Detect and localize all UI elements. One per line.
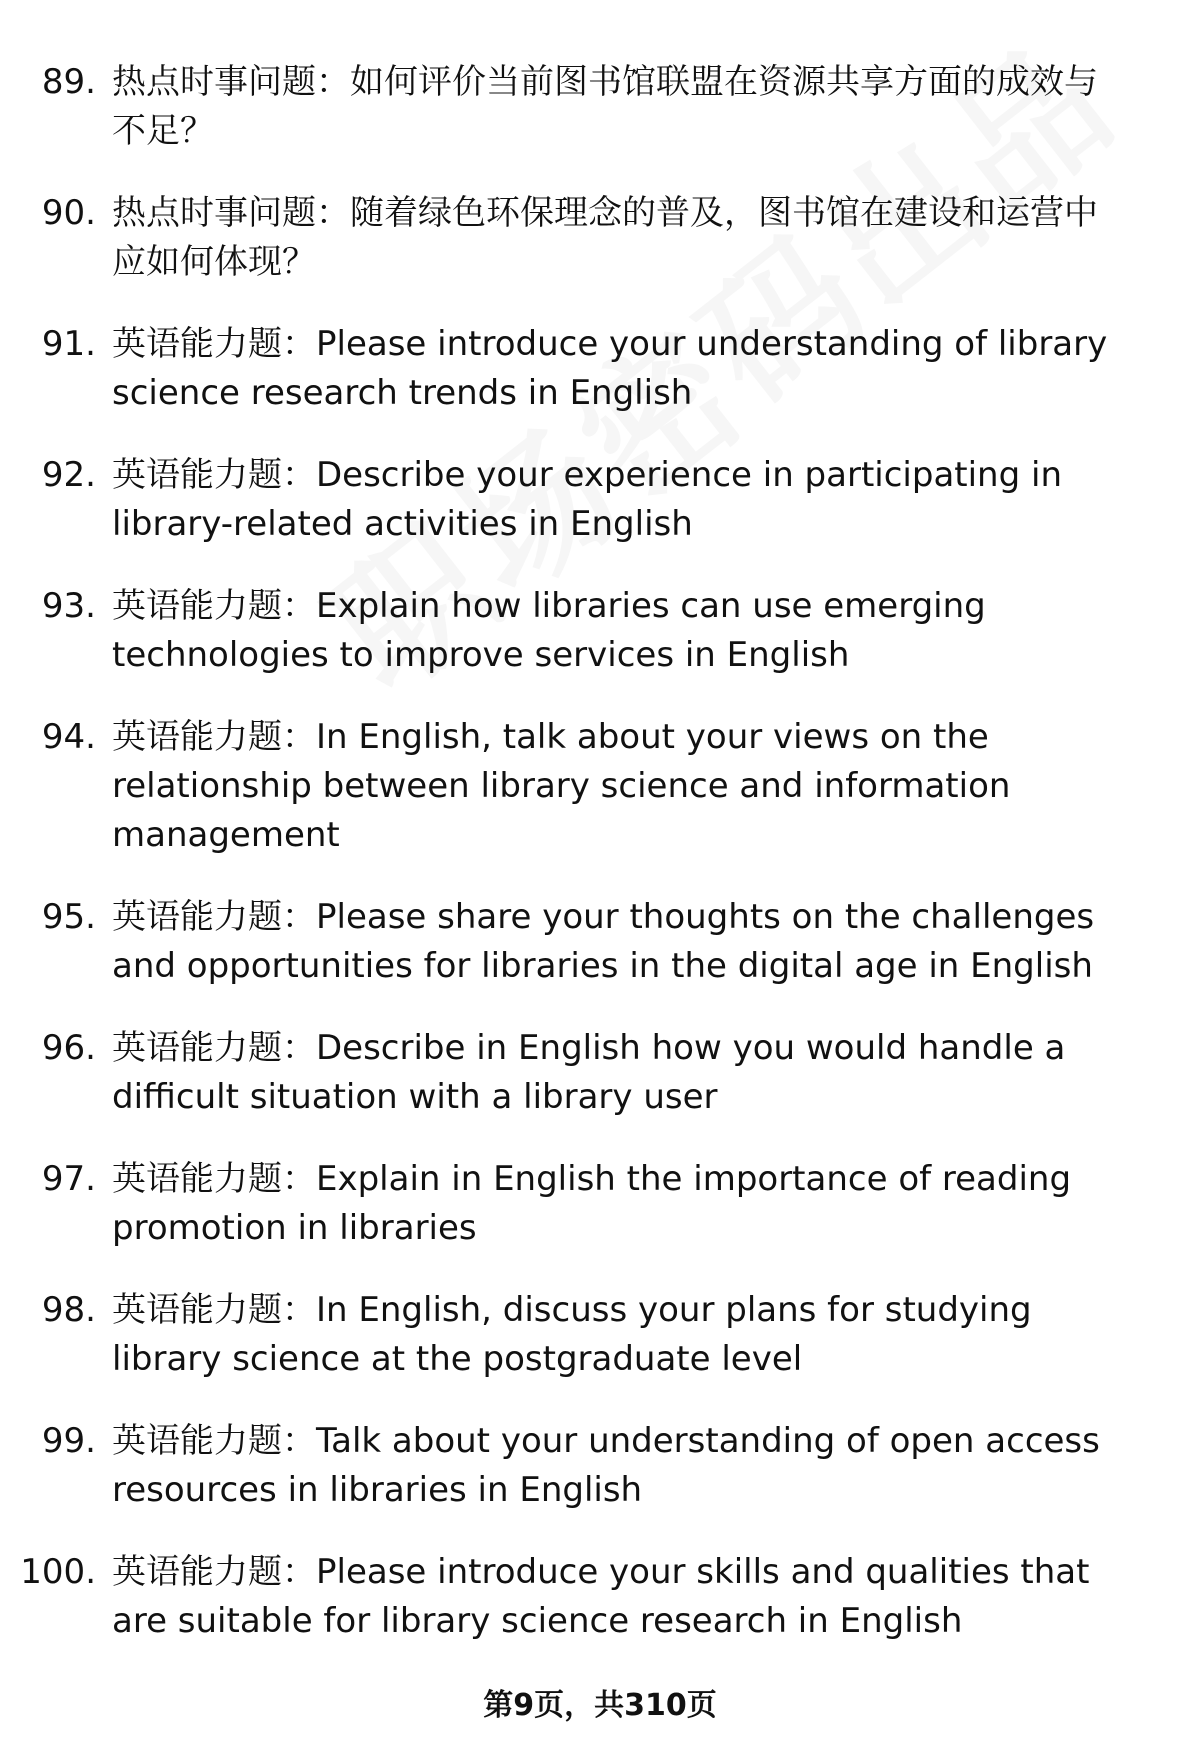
question-number: 95. bbox=[41, 897, 96, 937]
question-text: 英语能力题：Describe in English how you would handle a difficult situation with a library user bbox=[112, 1028, 1066, 1117]
question-text: 英语能力题：Talk about your understanding of open access resources in libraries in English bbox=[112, 1421, 1100, 1510]
question-item bbox=[0, 1024, 1200, 1122]
question-text: 英语能力题：Explain how libraries can use emerging technologies to improve services in English bbox=[112, 586, 986, 675]
question-item bbox=[0, 320, 1200, 418]
page-footer: 第9页，共310页 bbox=[483, 1688, 717, 1723]
question-item bbox=[0, 451, 1200, 549]
question-number: 99. bbox=[41, 1421, 96, 1461]
question-text: 英语能力题：Explain in English the importance of reading promotion in libraries bbox=[112, 1159, 1072, 1248]
question-item bbox=[0, 58, 1200, 156]
question-item bbox=[0, 1548, 1200, 1646]
question-number: 92. bbox=[41, 455, 96, 495]
question-number: 98. bbox=[41, 1290, 96, 1330]
question-text: 英语能力题：In English, discuss your plans for studying library science at the postgraduate level bbox=[112, 1290, 1032, 1379]
question-number: 100. bbox=[20, 1552, 96, 1592]
question-number: 96. bbox=[41, 1028, 96, 1068]
question-text: 热点时事问题：随着绿色环保理念的普及，图书馆在建设和运营中应如何体现？ bbox=[112, 193, 1098, 282]
question-item bbox=[0, 893, 1200, 991]
question-number: 94. bbox=[41, 717, 96, 757]
question-item bbox=[0, 189, 1200, 287]
question-text: 英语能力题：Please share your thoughts on the challenges and opportunities for libraries in the digital age in English bbox=[112, 897, 1095, 986]
question-text: 英语能力题：In English, talk about your views on the relationship between library science and information management bbox=[112, 717, 1011, 855]
question-number: 90. bbox=[41, 193, 96, 233]
question-item bbox=[0, 1286, 1200, 1384]
question-number: 91. bbox=[41, 324, 96, 364]
question-text: 英语能力题：Describe your experience in participating in library-related activities in English bbox=[112, 455, 1062, 544]
question-item bbox=[0, 1155, 1200, 1253]
question-text: 热点时事问题：如何评价当前图书馆联盟在资源共享方面的成效与不足？ bbox=[112, 62, 1098, 151]
question-item bbox=[0, 1417, 1200, 1515]
question-item bbox=[0, 582, 1200, 680]
question-item bbox=[0, 713, 1200, 860]
question-text: 英语能力题：Please introduce your skills and qualities that are suitable for library science research in English bbox=[112, 1552, 1090, 1641]
question-number: 93. bbox=[41, 586, 96, 626]
question-number: 97. bbox=[41, 1159, 96, 1199]
question-text: 英语能力题：Please introduce your understanding of library science research trends in English bbox=[112, 324, 1108, 413]
question-number: 89. bbox=[41, 62, 96, 102]
